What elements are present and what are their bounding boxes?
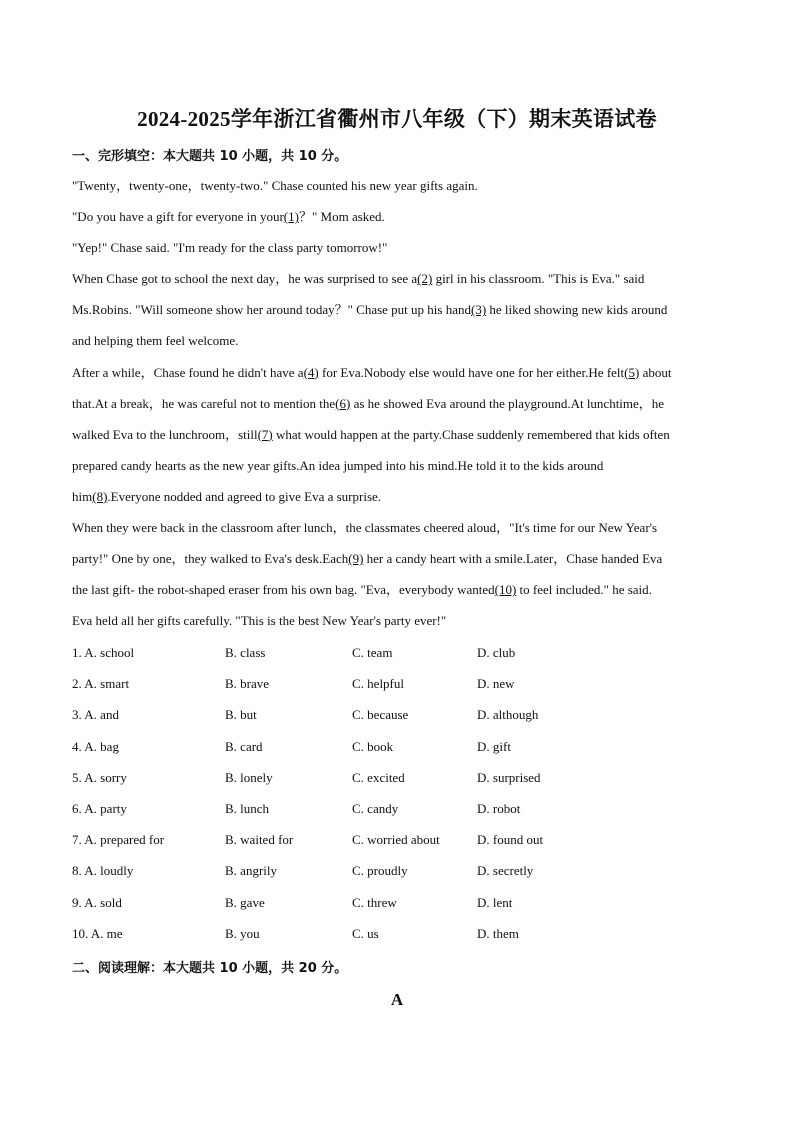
passage-line: party!" One by one，they walked to Eva's desk.Each(9) her a candy heart with a smile.Later，Chase handed Eva — [72, 551, 663, 567]
passage-line: "Twenty，twenty-one，twenty-two." Chase counted his new year gifts again. — [72, 178, 478, 193]
option-d: D. them — [477, 925, 519, 941]
passage-line: the last gift- the robot-shaped eraser from his own bag. "Eva，everybody wanted(10) to feel included." he said. — [72, 582, 652, 598]
option-b: B. lunch — [225, 800, 270, 816]
option-b: B. card — [225, 738, 263, 754]
option-c: C. because — [352, 707, 409, 723]
option-d: D. lent — [477, 894, 513, 910]
question-row — [72, 918, 732, 949]
option-d: D. found out — [477, 832, 544, 848]
option-a: 3. A. and — [72, 707, 119, 723]
passage-line: and helping them feel welcome. — [72, 333, 239, 349]
section-cloze-heading: 一、完形填空：本大题共 10 小题，共 10 分。 — [72, 149, 348, 164]
option-c: C. threw — [352, 894, 397, 910]
option-a: 2. A. smart — [72, 676, 130, 692]
option-c: C. us — [352, 925, 379, 941]
option-b: B. waited for — [225, 832, 294, 848]
option-a: 6. A. party — [72, 800, 127, 816]
option-c: C. book — [352, 738, 394, 754]
blank-3: (3) — [470, 302, 487, 318]
passage-line: When they were back in the classroom after lunch，the classmates cheered aloud，"It's time for our New Year's — [72, 520, 658, 536]
option-a: 9. A. sold — [72, 894, 122, 910]
passage-line: that.At a break，he was careful not to mention the(6) as he showed Eva around the playground.At lunchtime，he — [72, 395, 665, 411]
option-a: 4. A. bag — [72, 738, 119, 754]
option-d: D. surprised — [477, 769, 541, 785]
blank-7: (7) — [257, 426, 273, 442]
option-b: B. class — [225, 645, 266, 660]
option-d: D. new — [477, 676, 515, 692]
passage-line: "Do you have a gift for everyone in your(1)？" Mom asked. — [72, 209, 385, 225]
option-c: C. team — [352, 645, 393, 660]
option-a: 8. A. loudly — [72, 863, 134, 879]
option-d: D. gift — [477, 738, 511, 754]
passage-line: walked Eva to the lunchroom，still(7) what would happen at the party.Chase suddenly remembered that kids often — [72, 426, 670, 442]
passage-line: prepared candy hearts as the new year gifts.An idea jumped into his mind.He told it to the kids around — [72, 457, 604, 473]
section-reading-heading: 二、阅读理解：本大题共 10 小题，共 20 分。 — [72, 961, 348, 976]
blank-10: (10) — [494, 582, 517, 598]
passage-line: Eva held all her gifts carefully. "This is the best New Year's party ever!" — [72, 613, 447, 629]
option-b: B. you — [225, 925, 260, 941]
passage-line: him(8).Everyone nodded and agreed to give Eva a surprise. — [72, 488, 382, 504]
option-c: C. proudly — [352, 863, 408, 879]
option-c: C. worried about — [352, 832, 440, 848]
question-row — [72, 668, 732, 699]
option-a: 10. A. me — [72, 925, 123, 941]
question-row — [72, 637, 732, 668]
question-row — [72, 699, 732, 730]
question-row — [72, 762, 732, 793]
option-d: D. although — [477, 707, 539, 723]
option-c: C. excited — [352, 769, 405, 785]
blank-4: (4) — [303, 364, 319, 380]
option-b: B. gave — [225, 894, 265, 910]
blank-6: (6) — [335, 395, 351, 411]
question-row — [72, 793, 732, 824]
option-b: B. lonely — [225, 769, 273, 785]
blank-5: (5) — [624, 364, 640, 380]
passage-line: After a while，Chase found he didn't have a(4) for Eva.Nobody else would have one for her either.He felt(5) about — [72, 364, 672, 380]
option-b: B. but — [225, 707, 257, 723]
option-d: D. club — [477, 645, 516, 660]
exam-title: 2024-2025学年浙江省衢州市八年级（下）期末英语试卷 — [137, 107, 657, 131]
option-b: B. angrily — [225, 863, 277, 879]
answer-options — [72, 637, 732, 949]
question-row — [72, 731, 732, 762]
option-a: 7. A. prepared for — [72, 832, 165, 848]
blank-9: (9) — [348, 551, 364, 567]
option-c: C. candy — [352, 800, 399, 816]
passage-line: When Chase got to school the next day，he was surprised to see a(2) girl in his classroom. "This is Eva." said — [72, 271, 645, 287]
question-row — [72, 855, 732, 886]
blank-2: (2) — [417, 271, 433, 287]
blank-1: (1) — [283, 209, 299, 225]
passage-line: Ms.Robins. "Will someone show her around today？" Chase put up his hand(3) he liked showing new kids around — [72, 302, 668, 318]
blank-8: (8) — [92, 488, 108, 504]
option-a: 1. A. school — [72, 645, 135, 660]
option-d: D. robot — [477, 800, 521, 816]
cloze-passage — [72, 170, 732, 636]
question-row — [72, 887, 732, 918]
option-d: D. secretly — [477, 863, 534, 879]
option-a: 5. A. sorry — [72, 769, 127, 785]
option-b: B. brave — [225, 676, 270, 692]
option-c: C. helpful — [352, 676, 404, 692]
passage-line: "Yep!" Chase said. "I'm ready for the class party tomorrow!" — [72, 240, 388, 256]
reading-part-label: A — [390, 990, 404, 1009]
question-row — [72, 824, 732, 855]
